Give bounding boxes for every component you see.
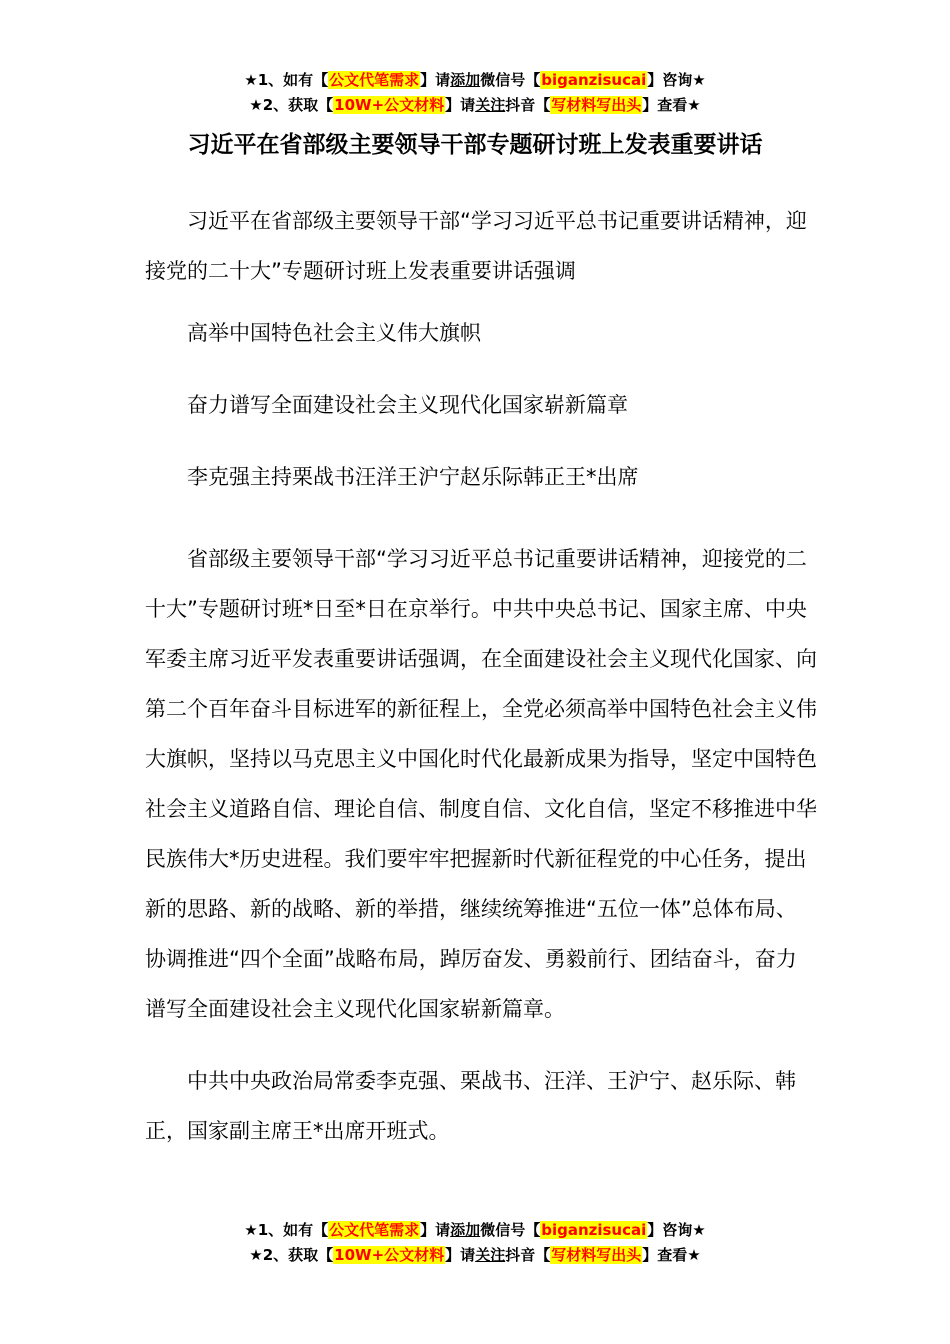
highlight-douyin-id: 写材料写出头 [551,96,642,114]
promo-banner-bottom [0,1218,950,1268]
paragraph-intro: 习近平在省部级主要领导干部“学习习近平总书记重要讲话精神，迎接党的二十大”专题研讨班上发表重要讲话强调 [145,209,807,283]
highlight-wechat-id: biganzisucai [541,71,647,89]
paragraph-headline-2: 奋力谱写全面建设社会主义现代化国家崭新篇章 [187,393,628,417]
promo-text: 】咨询 [647,71,693,89]
promo-banner-top [0,68,950,118]
paragraph-headline-1: 高举中国特色社会主义伟大旗帜 [187,321,481,345]
star-icon: ★ [244,1221,258,1239]
promo-text: 抖音【 [505,96,551,114]
paragraph-main: 省部级主要领导干部“学习习近平总书记重要讲话精神，迎接党的二十大”专题研讨班*日至*日在京举行。中共中央总书记、国家主席、中央军委主席习近平发表重要讲话强调，在全面建设社会主义现代化国家、向第二个百年奋斗目标进军的新征程上，全党必须高举中国特色社会主义伟大旗帜，坚持以马克思主义中国化时代化最新成果为指导，坚定中国特色社会主义道路自信、理论自信、制度自信、文化自信，坚定不移推进中华民族伟大*历史进程。我们要牢牢把握新时代新征程党的中心任务，提出新的思路、新的战略、新的举措，继续统筹推进“五位一体”总体布局、协调推进“四个全面”战略布局，踔厉奋发、勇毅前行、团结奋斗，奋力谱写全面建设社会主义现代化国家崭新篇章。 [145,547,817,1021]
promo-text: 1、如有【 [257,1221,329,1239]
star-icon: ★ [249,96,263,114]
paragraph-attendees: 中共中央政治局常委李克强、栗战书、汪洋、王沪宁、赵乐际、韩正，国家副主席王*出席开班式。 [145,1069,796,1143]
promo-line-2 [0,1243,950,1268]
highlight-service: 公文代笔需求 [329,1221,420,1239]
promo-text: 】咨询 [647,1221,693,1239]
highlight-materials: 10W+公文材料 [334,96,445,114]
underlined-word: 添加 [450,71,481,89]
promo-text: 微信号【 [480,1221,541,1239]
promo-text: 】请 [445,96,476,114]
star-icon: ★ [687,96,701,114]
star-icon: ★ [687,1246,701,1264]
promo-text: 】查看 [642,1246,688,1264]
promo-text: 2、获取【 [262,96,334,114]
promo-text: 】请 [445,1246,476,1264]
promo-line-2 [0,93,950,118]
promo-text: 微信号【 [480,71,541,89]
promo-text: 1、如有【 [257,71,329,89]
highlight-materials: 10W+公文材料 [334,1246,445,1264]
promo-text: 2、获取【 [262,1246,334,1264]
promo-text: 】请 [420,1221,451,1239]
highlight-douyin-id: 写材料写出头 [551,1246,642,1264]
star-icon: ★ [244,71,258,89]
underlined-word: 添加 [450,1221,481,1239]
underlined-word: 关注 [475,1246,506,1264]
star-icon: ★ [692,71,706,89]
highlight-service: 公文代笔需求 [329,71,420,89]
promo-text: 】请 [420,71,451,89]
underlined-word: 关注 [475,96,506,114]
document-title: 习近平在省部级主要领导干部专题研讨班上发表重要讲话 [187,132,763,158]
paragraph-headline-3: 李克强主持栗战书汪洋王沪宁赵乐际韩正王*出席 [187,465,639,489]
promo-text: 】查看 [642,96,688,114]
highlight-wechat-id: biganzisucai [541,1221,647,1239]
promo-text: 抖音【 [505,1246,551,1264]
star-icon: ★ [692,1221,706,1239]
promo-line-1 [0,1218,950,1243]
document-body [145,196,817,1178]
star-icon: ★ [249,1246,263,1264]
promo-line-1 [0,68,950,93]
